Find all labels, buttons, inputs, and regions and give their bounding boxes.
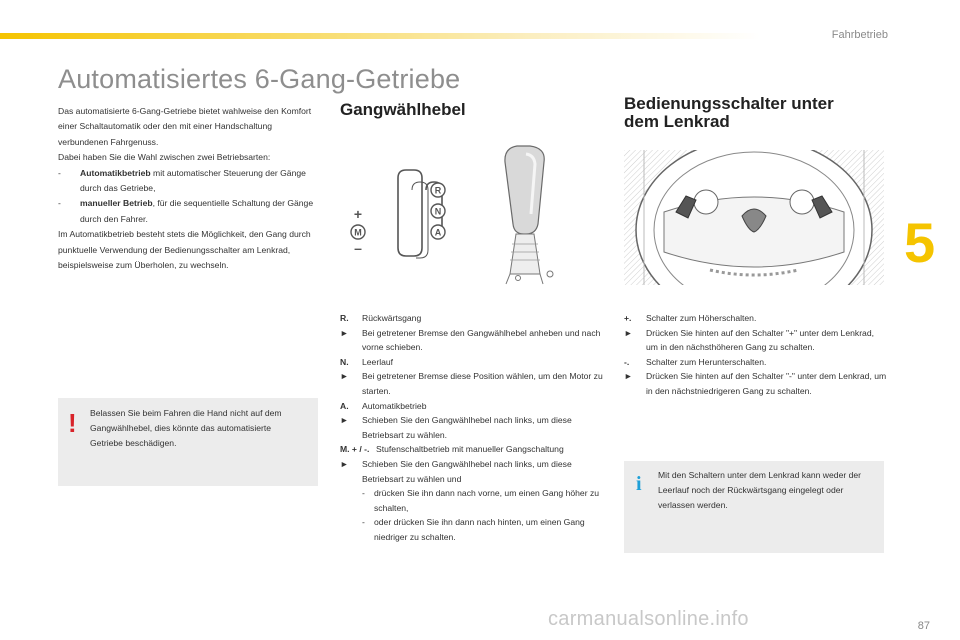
- header-accent-bar: [0, 33, 760, 39]
- item-key: N.: [340, 356, 349, 367]
- gate-label-a: A: [434, 227, 442, 238]
- exclamation-icon: !: [68, 408, 77, 438]
- item-key: ►: [340, 371, 349, 382]
- steering-wheel-drawing: [624, 150, 884, 285]
- list-item: [340, 413, 604, 442]
- section-title: Fahrbetrieb: [831, 29, 888, 41]
- gate-label-plus: +: [353, 206, 363, 222]
- watermark: carmanualsonline.info: [548, 608, 749, 630]
- base-knob: [547, 271, 553, 277]
- item-key: ►: [340, 327, 349, 338]
- base-knob: [516, 276, 521, 281]
- item-text: Stufenschaltbetrieb mit manueller Gangschaltung: [376, 444, 564, 455]
- gate-label-n: N: [434, 206, 442, 217]
- gate-slot-left: [398, 170, 422, 256]
- item-key: ►: [624, 371, 633, 382]
- heading-line: dem Lenkrad: [624, 112, 730, 131]
- list-dash: -: [58, 167, 61, 178]
- gear-positions-list: [340, 311, 604, 545]
- mode-desc: , für die sequentielle Schaltung der Gänge durch den Fahrer.: [80, 198, 314, 224]
- item-text: Schieben Sie den Gangwählhebel nach links, um diese Betriebsart zu wählen und: [362, 458, 572, 484]
- item-text: Bei getretener Bremse den Gangwählhebel anheben und nach vorne schieben.: [362, 327, 601, 353]
- item-text: Leerlauf: [362, 356, 394, 367]
- paddle-switch-list: [624, 311, 888, 399]
- intro-paragraph: Das automatisierte 6-Gang-Getriebe bietet wahlweise den Komfort einer Schaltautomatik oder den mit einer Handschaltung verbundenen Fahrgenuss.: [58, 106, 312, 147]
- info-icon: i: [636, 473, 642, 495]
- list-item: [624, 311, 888, 326]
- intro-text: [58, 104, 320, 273]
- list-subitem: [340, 486, 604, 515]
- warning-box: [58, 398, 318, 486]
- item-key: R.: [340, 313, 349, 323]
- steering-wheel-illustration: [624, 150, 884, 285]
- list-item: [624, 326, 888, 355]
- gear-selector-drawing: [340, 140, 568, 290]
- list-item: [340, 457, 604, 486]
- intro-list-item: [58, 196, 320, 227]
- item-text: Drücken Sie hinten auf den Schalter "-" unter dem Lenkrad, um in den nächstniedrigeren Gang zu schalten.: [646, 371, 887, 396]
- item-key: ►: [340, 415, 349, 426]
- warning-text: Belassen Sie beim Fahren die Hand nicht auf dem Gangwählhebel, dies könnte das automatisierte Getriebe beschädigen.: [90, 408, 282, 448]
- item-text: Bei getretener Bremse diese Position wählen, um den Motor zu starten.: [362, 371, 603, 396]
- mode-name: Automatikbetrieb: [80, 167, 151, 178]
- list-dash: -: [58, 198, 61, 209]
- info-box: [624, 461, 884, 553]
- gear-selector-illustration: [340, 140, 568, 290]
- chapter-tab: [900, 200, 960, 330]
- heading-gangwaehlhebel: Gangwählhebel: [340, 100, 466, 119]
- item-text: Schalter zum Höherschalten.: [646, 313, 757, 323]
- item-text: Schalter zum Herunterschalten.: [646, 356, 767, 367]
- info-text: Mit den Schaltern unter dem Lenkrad kann weder der Leerlauf noch der Rückwärtsgang eingelegt oder verlassen werden.: [658, 470, 862, 510]
- item-key: M. + / -.: [340, 444, 370, 455]
- item-text: Schieben Sie den Gangwählhebel nach links, um diese Betriebsart zu wählen.: [362, 415, 572, 440]
- page-number: 87: [917, 620, 930, 632]
- heading-line: Bedienungsschalter unter: [624, 94, 834, 113]
- wheel-button-right: [790, 190, 814, 214]
- list-item: [340, 326, 604, 355]
- intro-list-item: [58, 166, 320, 197]
- gear-lever-boot: [510, 234, 540, 274]
- gate-slot-inner: [412, 182, 428, 258]
- intro-paragraph: Im Automatikbetrieb besteht stets die Möglichkeit, den Gang durch punktuelle Verwendung der Bedienungsschalter am Lenkrad, beispielsweise zum Überholen, zu wechseln.: [58, 229, 311, 271]
- list-dash: -: [362, 517, 365, 528]
- gate-label-r: R: [434, 185, 442, 196]
- chapter-number: 5: [904, 211, 936, 274]
- item-text: Rückwärtsgang: [362, 313, 422, 323]
- item-key: ►: [624, 327, 633, 338]
- item-key: A.: [340, 400, 349, 411]
- list-item: [340, 355, 604, 370]
- mode-name: manueller Betrieb: [80, 198, 153, 209]
- lever-base: [506, 274, 543, 284]
- list-dash: -: [362, 488, 365, 499]
- item-key: ►: [340, 458, 349, 469]
- list-item: [624, 355, 888, 370]
- subitem-text: drücken Sie ihn dann nach vorne, um einen Gang höher zu schalten,: [374, 488, 600, 513]
- page-title: Automatisiertes 6-Gang-Getriebe: [58, 64, 461, 94]
- mode-desc: mit automatischer Steuerung der Gänge durch das Getriebe,: [80, 167, 306, 194]
- list-subitem: [340, 515, 604, 544]
- item-key: -.: [624, 356, 630, 367]
- subitem-text: oder drücken Sie ihn dann nach hinten, um einen Gang niedriger zu schalten.: [374, 517, 585, 542]
- item-text: Automatikbetrieb: [362, 400, 427, 411]
- list-item: [340, 369, 604, 398]
- item-key: +.: [624, 313, 632, 323]
- intro-paragraph: Dabei haben Sie die Wahl zwischen zwei Betriebsarten:: [58, 152, 271, 163]
- gate-label-m: M: [354, 227, 362, 238]
- item-text: Drücken Sie hinten auf den Schalter "+" unter dem Lenkrad, um in den nächsthöheren Gang zu schalten.: [646, 327, 875, 353]
- list-item: [340, 399, 604, 414]
- list-item: [340, 311, 604, 326]
- list-item: [624, 369, 888, 398]
- heading-bedienungsschalter: [624, 95, 834, 131]
- wheel-button-left: [694, 190, 718, 214]
- gate-label-minus: –: [354, 240, 362, 256]
- list-item: [340, 442, 604, 457]
- gear-lever-knob: [505, 146, 544, 234]
